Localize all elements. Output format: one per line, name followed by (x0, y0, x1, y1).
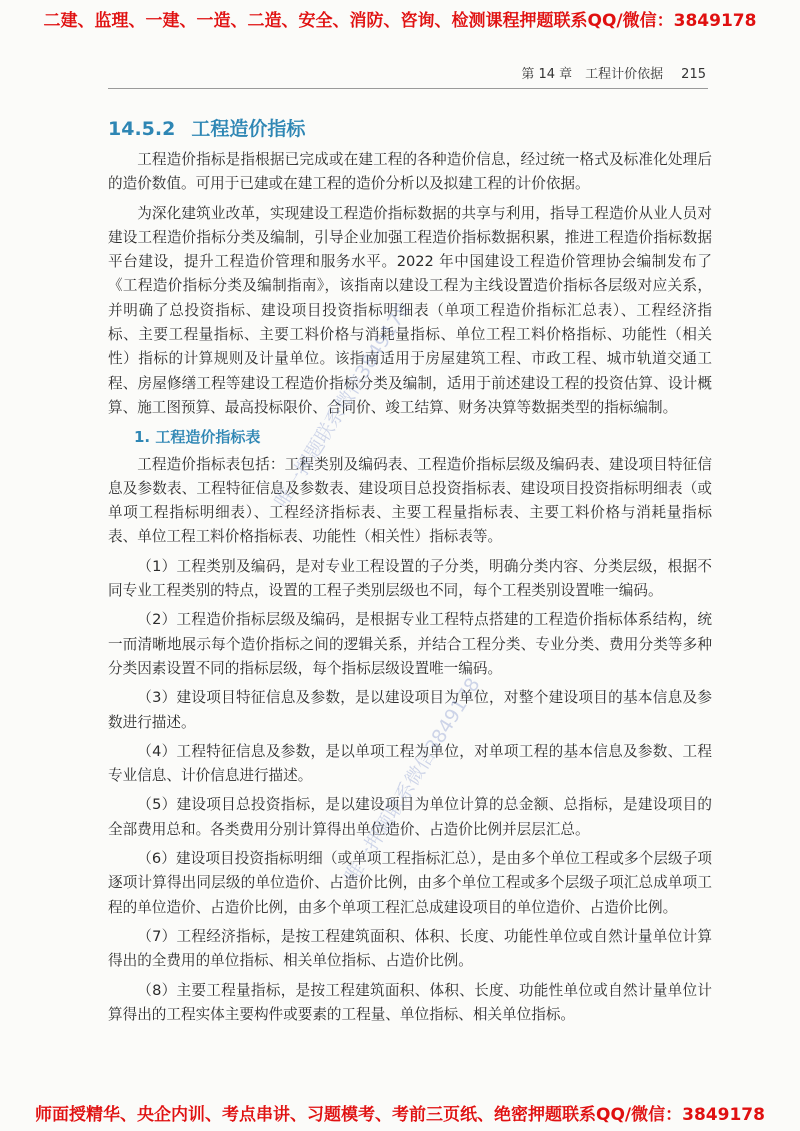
list-item: （7）工程经济指标，是按工程建筑面积、体积、长度、功能性单位或自然计量单位计算得出的全费用的单位指标、相关单位指标、占造价比例。 (108, 927, 712, 970)
list-item: （3）建设项目特征信息及参数，是以建设项目为单位，对整个建设项目的基本信息及参数进行描述。 (108, 689, 712, 731)
chapter-label: 第 14 章 工程计价依据 (521, 67, 664, 82)
bottom-banner: 师面授精华、央企内训、考点串讲、习题模考、考前三页纸、绝密押题联系QQ/微信：3849178 (35, 1105, 765, 1125)
body-text (108, 148, 712, 1027)
paragraph: 工程造价指标表包括：工程类别及编码表、工程造价指标层级及编码表、建设项目特征信息及参数表、工程特征信息及参数表、建设项目总投资指标表、建设项目投资指标明细表（或单项工程指标明细表）、工程经济指标表、主要工程量指标表、主要工料价格与消耗量指标表、单位工程工料价格指标表、功能性（相关性）指标表等。 (108, 455, 712, 546)
running-header (0, 63, 706, 82)
section-title: 工程造价指标 (191, 118, 306, 140)
section-heading (108, 114, 305, 141)
paragraph: 为深化建筑业改革，实现建设工程造价指标数据的共享与利用，指导工程造价从业人员对建设工程造价指标分类及编制，引导企业加强工程造价指标数据积累，推进工程造价指标数据平台建设，提升工程造价管理和服务水平。2022 年中国建设工程造价管理协会编制发布了《工程造价指标分类及编制指南》，该指南以建设工程为主线设置造价指标各层级对应关系，并明确了总投资指标、建设项目投资指标明细表（单项工程造价指标汇总表）、工程经济指标、主要工程量指标、主要工料价格与消耗量指标、单位工程工料价格指标、功能性（相关性）指标的计算规则及计量单位。该指南适用于房屋建筑工程、市政工程、城市轨道交通工程、房屋修缮工程等建设工程造价指标分类及编制，适用于前述建设工程的投资估算、设计概算、施工图预算、最高投标限价、合同价、竣工结算、财务决算等数据类型的指标编制。 (108, 204, 712, 416)
list-item: （5）建设项目总投资指标，是以建设项目为单位计算的总金额、总指标，是建设项目的全部费用总和。各类费用分别计算得出单位造价、占造价比例并层层汇总。 (108, 796, 712, 838)
header-divider (108, 88, 708, 89)
list-item: （2）工程造价指标层级及编码，是根据专业工程特点搭建的工程造价指标体系结构，统一而清晰地展示每个造价指标之间的逻辑关系，并结合工程分类、专业分类、费用分类等多种分类因素设置不同的指标层级，每个指标层级设置唯一编码。 (108, 611, 712, 677)
watermark: 唯一押题联系微信3849178 (270, 299, 415, 512)
list-item: （8）主要工程量指标，是按工程建筑面积、体积、长度、功能性单位或自然计量单位计算得出的工程实体主要构件或要素的工程量、单位指标、相关单位指标。 (108, 981, 712, 1023)
top-banner: 二建、监理、一建、一造、二造、安全、消防、咨询、检测课程押题联系QQ/微信：3849178 (43, 11, 757, 31)
subheading: 1. 工程造价指标表 (134, 428, 261, 447)
page-number: 215 (681, 67, 706, 82)
section-number: 14.5.2 (108, 118, 176, 140)
list-item: （6）建设项目投资指标明细（或单项工程指标汇总），是由多个单位工程或多个层级子项逐项计算得出同层级的单位造价、占造价比例，由多个单位工程或多个层级子项汇总成单项工程的单位造价、占造价比例，由多个单项工程汇总成建设项目的单位造价、占造价比例。 (108, 850, 712, 916)
paragraph: 工程造价指标是指根据已完成或在建工程的各种造价信息，经过统一格式及标准化处理后的造价数值。可用于已建或在建工程的造价分析以及拟建工程的计价依据。 (108, 151, 712, 193)
list-item: （4）工程特征信息及参数，是以单项工程为单位，对单项工程的基本信息及参数、工程专业信息、计价信息进行描述。 (108, 742, 712, 785)
watermark: 唯一押题联系微信3849178 (340, 674, 485, 887)
list-item: （1）工程类别及编码，是对专业工程设置的子分类，明确分类内容、分类层级，根据不同专业工程类别的特点，设置的工程子类别层级也不同，每个工程类别设置唯一编码。 (108, 557, 712, 600)
